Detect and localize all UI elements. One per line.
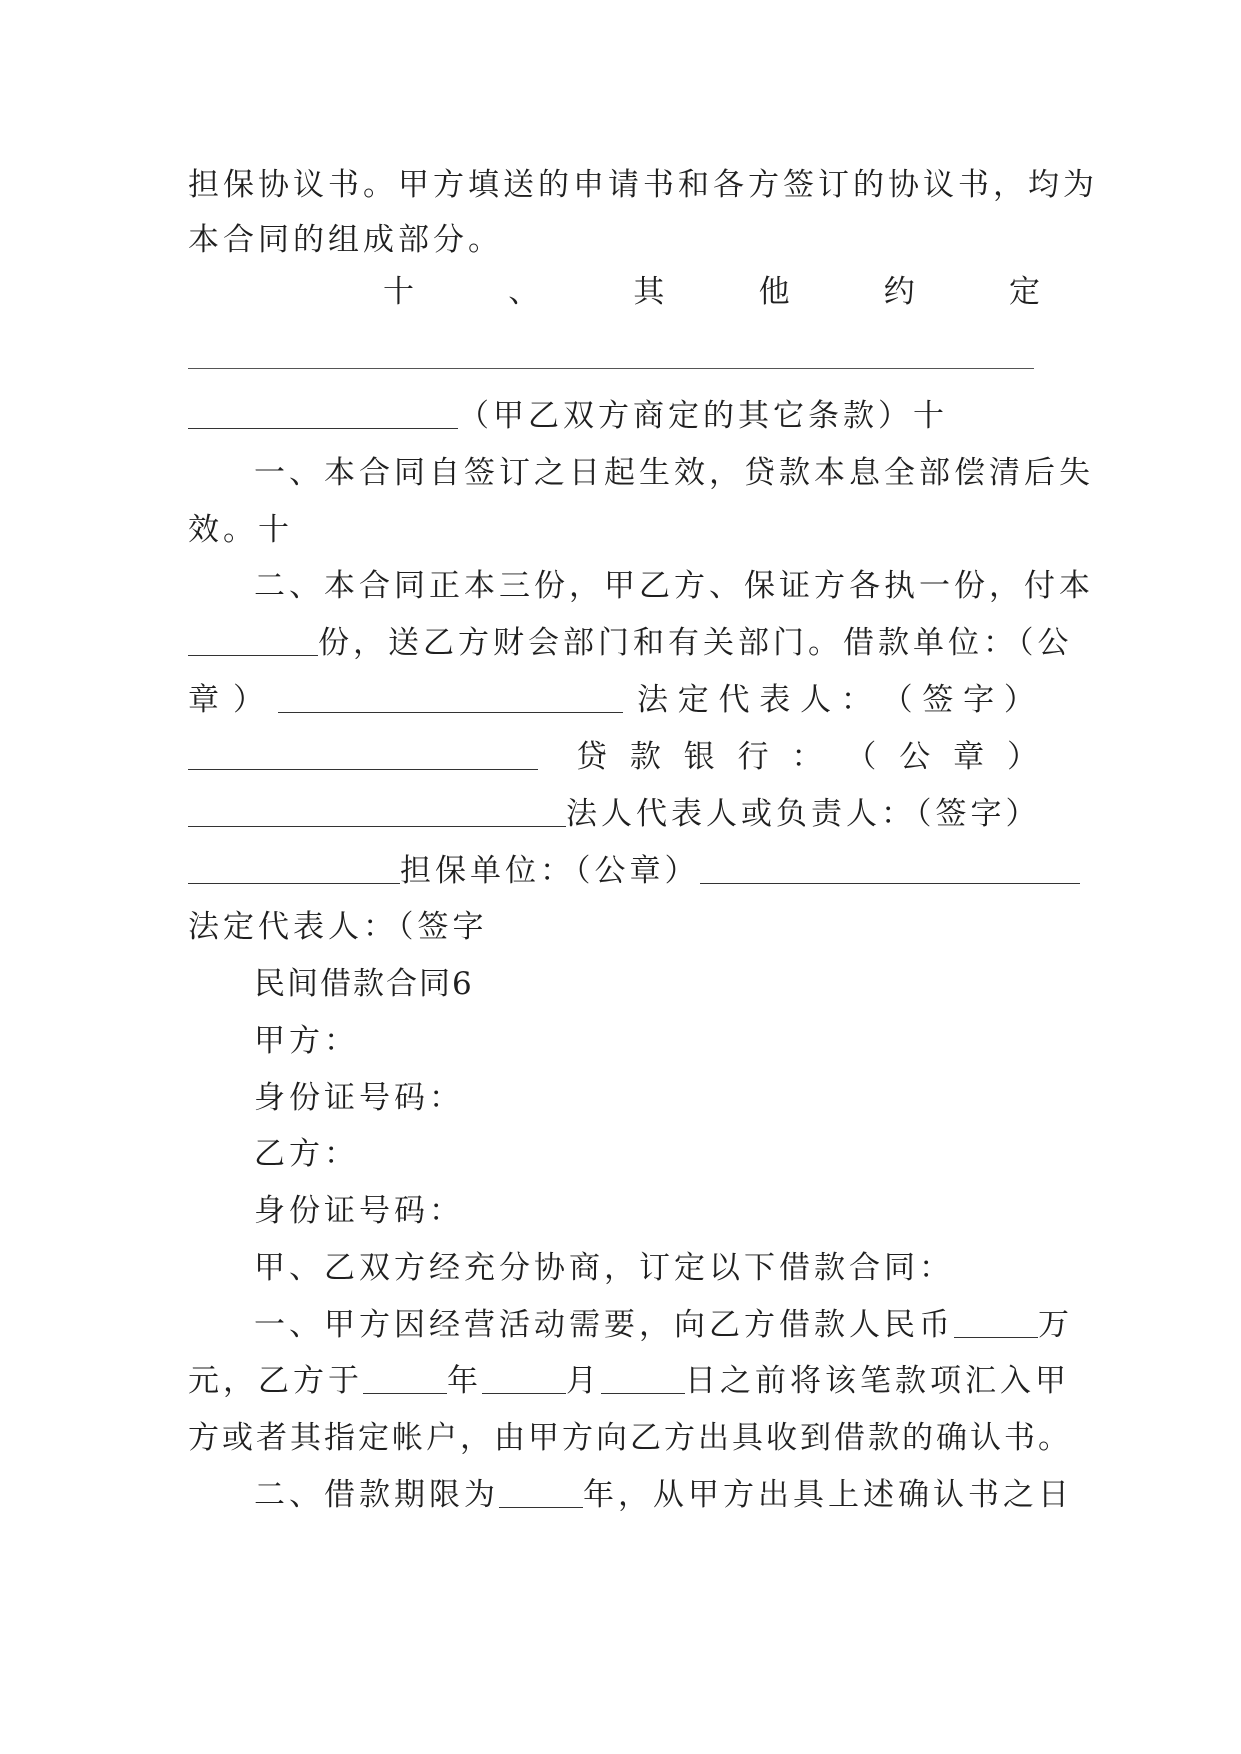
paragraph-line: 一、甲方因经营活动需要，向乙方借款人民币 万 [254, 1303, 1048, 1347]
blank-field [188, 394, 458, 429]
blank-field [954, 1303, 1038, 1338]
paragraph-line: 甲、乙双方经充分协商，订定以下借款合同： [254, 1250, 954, 1286]
blank-field [188, 621, 318, 656]
blank-field [278, 678, 623, 713]
signature-line: 贷 款 银 行 ： （ 公 章 ） [188, 735, 1048, 779]
paragraph-line: （甲乙双方商定的其它条款）十 [188, 394, 1048, 438]
blank-fill-line [188, 368, 1034, 369]
blank-field [188, 792, 566, 827]
section-heading: 十 、 其 他 约 定 [383, 274, 1040, 310]
blank-field [601, 1359, 685, 1394]
signature-line: 法人代表人或负责人：（签字） [188, 792, 1048, 836]
paragraph-line: 效。十 [188, 512, 293, 548]
blank-field [363, 1359, 447, 1394]
party-a-label: 甲方： [254, 1023, 359, 1059]
paragraph-line: 元，乙方于 年 月 日之前将该笔款项汇入甲 [188, 1359, 1048, 1403]
paragraph-line: 一、本合同自签订之日起生效，贷款本息全部偿清后失 [254, 455, 1094, 491]
party-b-id-label: 身份证号码： [254, 1193, 464, 1229]
contract-title: 民间借款合同6 [254, 966, 474, 1002]
signature-line: 章） 法 定 代 表 人 ： （ 签 字 ） [188, 678, 1048, 722]
party-b-label: 乙方： [254, 1136, 359, 1172]
blank-field [188, 735, 538, 770]
blank-field [482, 1359, 566, 1394]
paragraph-line: 法定代表人：（签字 [188, 909, 488, 945]
blank-field [700, 849, 1080, 884]
paragraph-line: 二、借款期限为 年，从甲方出具上述确认书之日 [254, 1473, 1048, 1517]
blank-field [499, 1473, 583, 1508]
paragraph-line: 份，送乙方财会部门和有关部门。借款单位：（公 [188, 621, 1048, 665]
party-a-id-label: 身份证号码： [254, 1080, 464, 1116]
paragraph-line: 方或者其指定帐户，由甲方向乙方出具收到借款的确认书。 [188, 1420, 1072, 1456]
signature-line: 担保单位：（公章） [188, 849, 1048, 893]
paragraph-line: 二、本合同正本三份，甲乙方、保证方各执一份，付本 [254, 568, 1094, 604]
blank-field [188, 849, 400, 884]
paragraph-line: 担保协议书。甲方填送的申请书和各方签订的协议书，均为 [188, 167, 1098, 203]
paragraph-line: 本合同的组成部分。 [188, 222, 503, 258]
